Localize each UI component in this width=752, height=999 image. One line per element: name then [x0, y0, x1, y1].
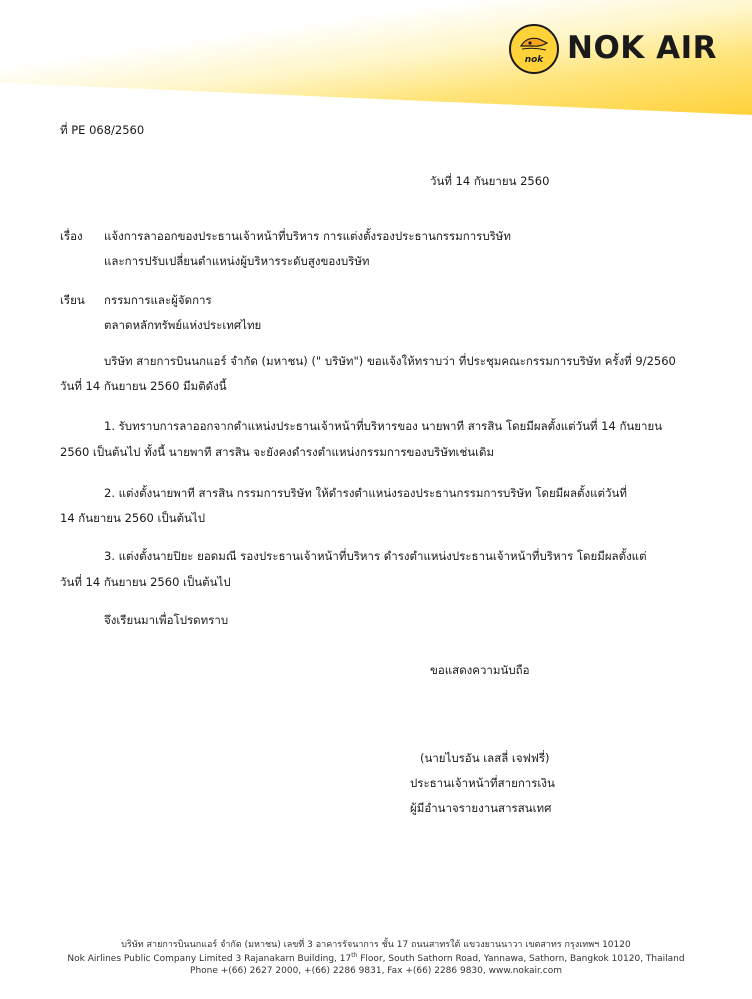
regards-text: ขอแสดงความนับถือ [430, 663, 530, 677]
item-3-line-1: 3. แต่งตั้งนายปิยะ ยอดมณี รองประธานเจ้าหน้าที่บริหาร ดำรงตำแหน่งประธานเจ้าหน้าที่บริหาร โดยมีผลตั้งแต่ [104, 549, 647, 563]
intro-line-2: วันที่ 14 กันยายน 2560 มีมติดังนี้ [60, 379, 227, 393]
item-2-line-1: 2. แต่งตั้งนายพาที สารสิน กรรมการบริษัท ให้ดำรงตำแหน่งรองประธานกรรมการบริษัท โดยมีผลตั้งแต่วันที่ [104, 486, 627, 500]
footer-address-english [0, 952, 752, 964]
footer-address-part-2: Floor, South Sathorn Road, Yannawa, Sathorn, Bangkok 10120, Thailand [357, 954, 685, 964]
recipient-line-2: ตลาดหลักทรัพย์แห่งประเทศไทย [104, 318, 262, 332]
item-1-line-2: 2560 เป็นต้นไป ทั้งนี้ นายพาที สารสิน จะยังคงดำรงตำแหน่งกรรมการของบริษัทเช่นเดิม [60, 445, 495, 459]
item-2-line-2: 14 กันยายน 2560 เป็นต้นไป [60, 511, 205, 525]
recipient-line-1: กรรมการและผู้จัดการ [104, 293, 212, 307]
footer-floor-suffix: th [351, 952, 358, 959]
nok-bird-badge-icon [509, 24, 559, 74]
signer-title-1: ประธานเจ้าหน้าที่สายการเงิน [410, 776, 555, 790]
item-3-line-2: วันที่ 14 กันยายน 2560 เป็นต้นไป [60, 575, 231, 589]
footer-address-part-1: Nok Airlines Public Company Limited 3 Rajanakarn Building, 17 [67, 954, 352, 964]
footer-address-thai: บริษัท สายการบินนกแอร์ จำกัด (มหาชน) เลขที่ 3 อาคารรัจนาการ ชั้น 17 ถนนสาทรใต้ แขวงยานนาวา เขตสาทร กรุงเทพฯ 10120 [121, 940, 631, 950]
document-date: วันที่ 14 กันยายน 2560 [430, 174, 550, 188]
document-reference: ที่ PE 068/2560 [60, 123, 145, 137]
nok-air-logo [509, 24, 724, 74]
footer-contact: Phone +(66) 2627 2000, +(66) 2286 9831, Fax +(66) 2286 9830, www.nokair.com [190, 966, 562, 976]
item-1-line-1: 1. รับทราบการลาออกจากตำแหน่งประธานเจ้าหน้าที่บริหารของ นายพาที สารสิน โดยมีผลตั้งแต่วันที่ 14 กันยายน [104, 419, 663, 433]
subject-label: เรื่อง [60, 229, 83, 243]
intro-line-1: บริษัท สายการบินนกแอร์ จำกัด (มหาชน) (" บริษัท") ขอแจ้งให้ทราบว่า ที่ประชุมคณะกรรมการบริษัท ครั้งที่ 9/2560 [104, 354, 676, 368]
closing-text: จึงเรียนมาเพื่อโปรดทราบ [104, 613, 229, 627]
signer-title-2: ผู้มีอำนาจรายงานสารสนเทศ [410, 801, 552, 815]
subject-line-1: แจ้งการลาออกของประธานเจ้าหน้าที่บริหาร การแต่งตั้งรองประธานกรรมการบริษัท [104, 229, 511, 243]
subject-line-2: และการปรับเปลี่ยนตำแหน่งผู้บริหารระดับสูงของบริษัท [104, 254, 370, 268]
signer-name: (นายไบรอัน เลสลี่ เจฟฟรี่) [420, 751, 550, 765]
brand-name: NOK AIR [567, 30, 718, 66]
recipient-label: เรียน [60, 293, 85, 307]
badge-text: nok [524, 55, 544, 65]
